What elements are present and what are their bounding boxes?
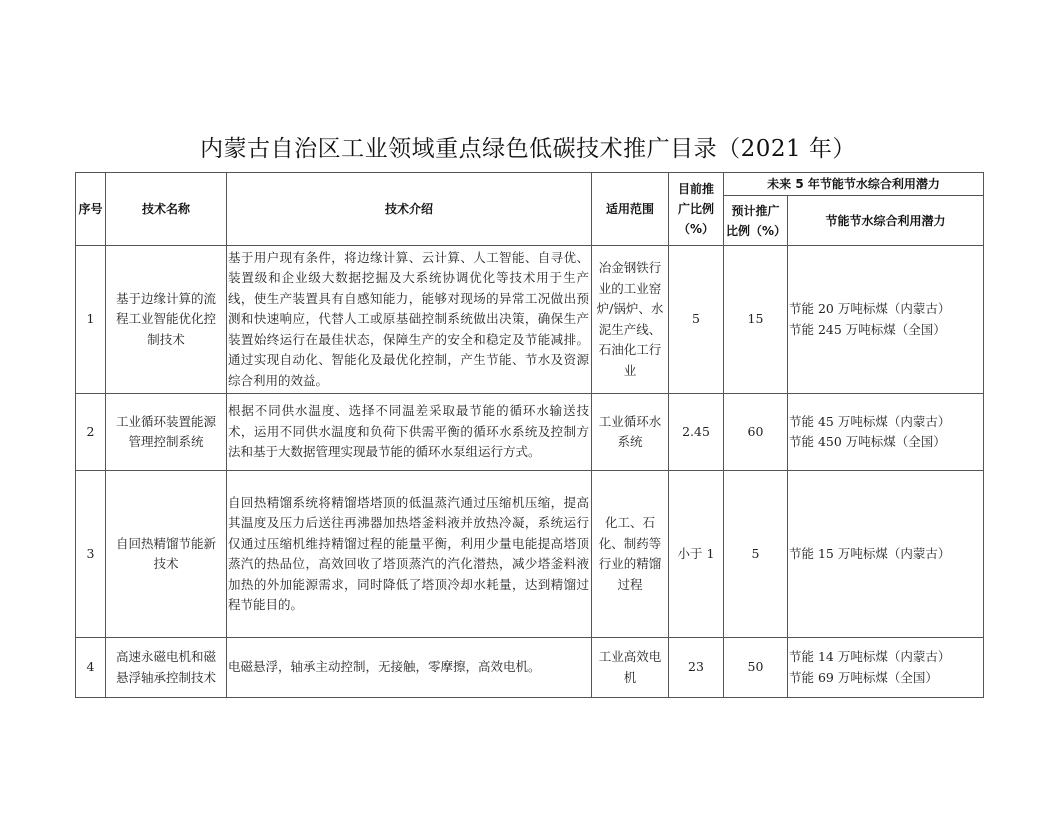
cell-scope: 化工、石化、制药等行业的精馏过程 xyxy=(592,471,669,638)
cell-expected-ratio: 50 xyxy=(724,638,788,698)
cell-name: 工业循环装置能源管理控制系统 xyxy=(106,394,227,471)
header-index: 序号 xyxy=(76,173,106,246)
table-row xyxy=(76,246,984,394)
cell-expected-ratio: 15 xyxy=(724,246,788,394)
header-expected-ratio: 预计推广比例（%） xyxy=(724,196,788,246)
document-title: 内蒙古自治区工业领域重点绿色低碳技术推广目录（2021 年） xyxy=(200,136,856,162)
cell-name: 自回热精馏节能新技术 xyxy=(106,471,227,638)
cell-scope: 冶金钢铁行业的工业窑炉/锅炉、水泥生产线、石油化工行业 xyxy=(592,246,669,394)
cell-potential xyxy=(788,638,984,698)
cell-name: 基于边缘计算的流程工业智能优化控制技术 xyxy=(106,246,227,394)
header-scope: 适用范围 xyxy=(592,173,669,246)
cell-current-ratio: 5 xyxy=(669,246,724,394)
cell-description: 根据不同供水温度、选择不同温差采取最节能的循环水输送技术，运用不同供水温度和负荷下供需平衡的循环水系统及控制方法和基于大数据管理实现最节能的循环水泵组运行方式。 xyxy=(227,394,592,471)
cell-potential xyxy=(788,471,984,638)
header-name: 技术名称 xyxy=(106,173,227,246)
header-description: 技术介绍 xyxy=(227,173,592,246)
potential-line: 节能 45 万吨标煤（内蒙古） xyxy=(789,413,951,429)
potential-line: 节能 14 万吨标煤（内蒙古） xyxy=(789,649,951,664)
cell-potential xyxy=(788,246,984,394)
header-current-ratio: 目前推广比例（%） xyxy=(669,173,724,246)
cell-expected-ratio: 60 xyxy=(724,394,788,471)
cell-index: 4 xyxy=(76,638,106,698)
cell-index: 3 xyxy=(76,471,106,638)
potential-line: 节能 245 万吨标煤（全国） xyxy=(789,321,946,337)
cell-current-ratio: 2.45 xyxy=(669,394,724,471)
table-row xyxy=(76,471,984,638)
cell-potential xyxy=(788,394,984,471)
cell-description: 基于用户现有条件，将边缘计算、云计算、人工智能、自寻优、装置级和企业级大数据挖掘及大系统协调优化等技术用于生产线，使生产装置具有自感知能力，能够对现场的异常工况做出预测和快速响应，代替人工或原基础控制系统做出决策，确保生产装置始终运行在最佳状态，保障生产的安全和稳定及节能减排。通过实现自动化、智能化及最优化控制，产生节能、节水及资源综合利用的效益。 xyxy=(227,246,592,394)
cell-name: 高速永磁电机和磁悬浮轴承控制技术 xyxy=(106,638,227,698)
potential-line: 节能 20 万吨标煤（内蒙古） xyxy=(789,301,951,316)
cell-expected-ratio: 5 xyxy=(724,471,788,638)
cell-index: 2 xyxy=(76,394,106,471)
header-potential: 节能节水综合利用潜力 xyxy=(788,196,984,246)
cell-current-ratio: 23 xyxy=(669,638,724,698)
potential-line: 节能 15 万吨标煤（内蒙古） xyxy=(789,545,951,561)
technology-catalog-table xyxy=(75,172,984,698)
potential-line: 节能 450 万吨标煤（全国） xyxy=(789,434,946,449)
cell-description: 电磁悬浮，轴承主动控制，无接触，零摩擦，高效电机。 xyxy=(227,638,592,698)
cell-index: 1 xyxy=(76,246,106,394)
table-row xyxy=(76,394,984,471)
potential-line: 节能 69 万吨标煤（全国） xyxy=(789,669,938,685)
header-future-group: 未来 5 年节能节水综合利用潜力 xyxy=(724,173,984,196)
cell-current-ratio: 小于 1 xyxy=(669,471,724,638)
cell-scope: 工业高效电机 xyxy=(592,638,669,698)
cell-scope: 工业循环水系统 xyxy=(592,394,669,471)
cell-description: 自回热精馏系统将精馏塔塔顶的低温蒸汽通过压缩机压缩，提高其温度及压力后送往再沸器加热塔釜料液并放热冷凝，系统运行仅通过压缩机维持精馏过程的能量平衡，利用少量电能提高塔顶蒸汽的热品位，高效回收了塔顶蒸汽的汽化潜热，减少塔釜料液加热的外加能源需求，同时降低了塔顶冷却水耗量，达到精馏过程节能目的。 xyxy=(227,471,592,638)
table-row xyxy=(76,638,984,698)
